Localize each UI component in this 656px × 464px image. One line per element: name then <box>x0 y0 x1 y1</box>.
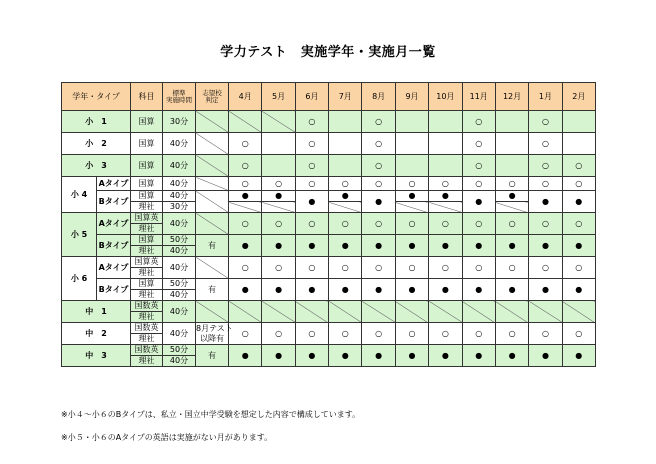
subject-cell: 理社 <box>131 334 163 345</box>
type-label: Aタイプ <box>97 257 131 279</box>
month-cell <box>395 301 428 323</box>
open-circle-mark: ○ <box>462 111 495 133</box>
header-month: 1月 <box>529 83 562 111</box>
open-circle-mark: ○ <box>562 213 595 235</box>
type-label: Bタイプ <box>97 235 131 257</box>
type-label: Aタイプ <box>97 213 131 235</box>
time-cell: 40分 <box>163 290 196 301</box>
filled-circle-mark: ● <box>362 191 395 213</box>
filled-circle-mark: ● <box>562 191 595 213</box>
header-month: 7月 <box>329 83 362 111</box>
month-cell <box>529 301 562 323</box>
table-row <box>62 133 596 155</box>
open-circle-mark: ○ <box>362 177 395 191</box>
open-circle-mark: ○ <box>462 177 495 191</box>
subject-cell: 国数英 <box>131 345 163 356</box>
filled-circle-mark: ● <box>362 345 395 367</box>
open-circle-mark: ○ <box>229 177 262 191</box>
filled-circle-mark: ● <box>295 345 328 367</box>
subject-cell: 国算 <box>131 111 163 133</box>
filled-circle-mark: ● <box>295 279 328 301</box>
header-month: 8月 <box>362 83 395 111</box>
time-cell: 40分 <box>163 257 196 279</box>
header-month: 6月 <box>295 83 328 111</box>
filled-circle-mark: ● <box>495 235 528 257</box>
header-month: 12月 <box>495 83 528 111</box>
open-circle-mark: ○ <box>429 213 462 235</box>
open-circle-mark: ○ <box>262 257 295 279</box>
open-circle-mark: ○ <box>495 257 528 279</box>
table-row <box>62 279 596 290</box>
open-circle-mark: ○ <box>462 155 495 177</box>
open-circle-mark: ○ <box>462 133 495 155</box>
filled-circle-mark: ● <box>462 235 495 257</box>
month-cell <box>329 202 362 213</box>
open-circle-mark: ○ <box>329 257 362 279</box>
time-cell: 40分 <box>163 133 196 155</box>
open-circle-mark: ○ <box>395 257 428 279</box>
grade-label: 小 2 <box>62 133 131 155</box>
month-cell <box>229 111 262 133</box>
subject-cell: 理社 <box>131 246 163 257</box>
filled-circle-mark: ● <box>262 191 295 202</box>
filled-circle-mark: ● <box>229 235 262 257</box>
table-row <box>62 177 596 191</box>
open-circle-mark: ○ <box>362 133 395 155</box>
open-circle-mark: ○ <box>395 213 428 235</box>
judge-cell: 有 <box>196 235 229 257</box>
table-row <box>62 257 596 268</box>
open-circle-mark: ○ <box>562 257 595 279</box>
header-month: 9月 <box>395 83 428 111</box>
filled-circle-mark: ● <box>262 345 295 367</box>
table-row <box>62 345 596 356</box>
filled-circle-mark: ● <box>329 345 362 367</box>
filled-circle-mark: ● <box>395 191 428 202</box>
header-month: 10月 <box>429 83 462 111</box>
filled-circle-mark: ● <box>495 279 528 301</box>
type-label: Aタイプ <box>97 177 131 191</box>
filled-circle-mark: ● <box>429 235 462 257</box>
header-grade-type: 学年・タイプ <box>62 83 131 111</box>
filled-circle-mark: ● <box>495 191 528 202</box>
time-cell: 40分 <box>163 301 196 323</box>
month-cell <box>262 111 295 133</box>
grade-label: 中 3 <box>62 345 131 367</box>
open-circle-mark: ○ <box>529 257 562 279</box>
open-circle-mark: ○ <box>262 213 295 235</box>
open-circle-mark: ○ <box>362 111 395 133</box>
filled-circle-mark: ● <box>329 235 362 257</box>
open-circle-mark: ○ <box>295 213 328 235</box>
header-month: 11月 <box>462 83 495 111</box>
table-row <box>62 111 596 133</box>
open-circle-mark: ○ <box>229 155 262 177</box>
month-cell <box>495 111 528 133</box>
subject-cell: 国数英 <box>131 323 163 334</box>
filled-circle-mark: ● <box>329 191 362 202</box>
month-cell <box>395 155 428 177</box>
filled-circle-mark: ● <box>395 345 428 367</box>
open-circle-mark: ○ <box>229 213 262 235</box>
filled-circle-mark: ● <box>262 235 295 257</box>
open-circle-mark: ○ <box>562 323 595 345</box>
filled-circle-mark: ● <box>329 279 362 301</box>
month-cell <box>229 202 262 213</box>
time-cell: 40分 <box>163 323 196 345</box>
month-cell <box>429 155 462 177</box>
time-cell: 40分 <box>163 177 196 191</box>
month-cell <box>429 202 462 213</box>
open-circle-mark: ○ <box>295 257 328 279</box>
footnote: ※小４～小６のBタイプは、私立・国立中学受験を想定した内容で構成しています。 <box>61 410 361 419</box>
open-circle-mark: ○ <box>329 213 362 235</box>
filled-circle-mark: ● <box>429 345 462 367</box>
month-cell <box>395 111 428 133</box>
judge-cell <box>196 133 229 155</box>
filled-circle-mark: ● <box>362 279 395 301</box>
time-cell: 50分 <box>163 279 196 290</box>
open-circle-mark: ○ <box>462 323 495 345</box>
schedule-table <box>61 82 596 367</box>
subject-cell: 国算 <box>131 177 163 191</box>
filled-circle-mark: ● <box>229 345 262 367</box>
month-cell <box>329 133 362 155</box>
subject-cell: 理社 <box>131 356 163 367</box>
month-cell <box>229 301 262 323</box>
month-cell <box>262 133 295 155</box>
month-cell <box>262 155 295 177</box>
filled-circle-mark: ● <box>529 235 562 257</box>
page-title: 学力テスト 実施学年・実施月一覧 <box>220 45 436 60</box>
filled-circle-mark: ● <box>462 279 495 301</box>
month-cell <box>362 301 395 323</box>
subject-cell: 理社 <box>131 290 163 301</box>
header-month: 2月 <box>562 83 595 111</box>
footnote: ※小５・小６のAタイプの英語は実施がない月があります。 <box>61 433 273 442</box>
subject-cell: 国算 <box>131 191 163 202</box>
type-label: Bタイプ <box>97 279 131 301</box>
open-circle-mark: ○ <box>529 213 562 235</box>
open-circle-mark: ○ <box>295 111 328 133</box>
open-circle-mark: ○ <box>329 323 362 345</box>
header-row <box>62 83 596 111</box>
open-circle-mark: ○ <box>362 323 395 345</box>
grade-label: 中 2 <box>62 323 131 345</box>
filled-circle-mark: ● <box>529 279 562 301</box>
subject-cell: 理社 <box>131 268 163 279</box>
open-circle-mark: ○ <box>362 213 395 235</box>
table-row <box>62 213 596 224</box>
judge-cell <box>196 111 229 133</box>
month-cell <box>329 155 362 177</box>
month-cell <box>562 133 595 155</box>
filled-circle-mark: ● <box>295 235 328 257</box>
filled-circle-mark: ● <box>429 191 462 202</box>
open-circle-mark: ○ <box>562 177 595 191</box>
open-circle-mark: ○ <box>529 133 562 155</box>
filled-circle-mark: ● <box>462 345 495 367</box>
judge-cell <box>196 213 229 235</box>
table-row <box>62 202 596 213</box>
filled-circle-mark: ● <box>229 191 262 202</box>
subject-cell: 国算英 <box>131 213 163 224</box>
subject-cell: 理社 <box>131 312 163 323</box>
month-cell <box>395 202 428 213</box>
open-circle-mark: ○ <box>562 155 595 177</box>
open-circle-mark: ○ <box>462 257 495 279</box>
filled-circle-mark: ● <box>429 279 462 301</box>
month-cell <box>495 133 528 155</box>
table-row <box>62 191 596 202</box>
header-month: 5月 <box>262 83 295 111</box>
filled-circle-mark: ● <box>529 191 562 213</box>
table-row <box>62 301 596 312</box>
time-cell: 30分 <box>163 202 196 213</box>
open-circle-mark: ○ <box>462 213 495 235</box>
month-cell <box>562 301 595 323</box>
month-cell <box>329 301 362 323</box>
month-cell <box>462 301 495 323</box>
open-circle-mark: ○ <box>529 177 562 191</box>
subject-cell: 理社 <box>131 224 163 235</box>
grade-label: 中 1 <box>62 301 131 323</box>
filled-circle-mark: ● <box>362 235 395 257</box>
open-circle-mark: ○ <box>495 177 528 191</box>
subject-cell: 国算 <box>131 279 163 290</box>
month-cell <box>429 301 462 323</box>
time-cell: 40分 <box>163 191 196 202</box>
open-circle-mark: ○ <box>529 323 562 345</box>
open-circle-mark: ○ <box>329 177 362 191</box>
header-standard-time: 標準 実施時間 <box>163 83 196 111</box>
subject-cell: 国算 <box>131 235 163 246</box>
judge-cell <box>196 301 229 323</box>
open-circle-mark: ○ <box>429 323 462 345</box>
open-circle-mark: ○ <box>495 213 528 235</box>
open-circle-mark: ○ <box>395 177 428 191</box>
header-subject: 科目 <box>131 83 163 111</box>
open-circle-mark: ○ <box>295 155 328 177</box>
subject-cell: 国算 <box>131 133 163 155</box>
month-cell <box>495 301 528 323</box>
open-circle-mark: ○ <box>295 177 328 191</box>
judge-cell: 有 <box>196 345 229 367</box>
time-cell: 40分 <box>163 213 196 235</box>
month-cell <box>329 111 362 133</box>
time-cell: 40分 <box>163 246 196 257</box>
filled-circle-mark: ● <box>229 279 262 301</box>
filled-circle-mark: ● <box>562 345 595 367</box>
filled-circle-mark: ● <box>562 279 595 301</box>
grade-label: 小 4 <box>62 177 97 213</box>
open-circle-mark: ○ <box>362 257 395 279</box>
open-circle-mark: ○ <box>295 133 328 155</box>
filled-circle-mark: ● <box>529 345 562 367</box>
judge-cell <box>196 155 229 177</box>
type-label: Bタイプ <box>97 191 131 213</box>
grade-label: 小 3 <box>62 155 131 177</box>
filled-circle-mark: ● <box>462 191 495 213</box>
open-circle-mark: ○ <box>295 323 328 345</box>
month-cell <box>495 155 528 177</box>
open-circle-mark: ○ <box>362 155 395 177</box>
judge-cell: 有 <box>196 279 229 301</box>
grade-label: 小 5 <box>62 213 97 257</box>
time-cell: 40分 <box>163 155 196 177</box>
judge-cell <box>196 191 229 213</box>
open-circle-mark: ○ <box>229 257 262 279</box>
open-circle-mark: ○ <box>229 133 262 155</box>
month-cell <box>429 111 462 133</box>
filled-circle-mark: ● <box>262 279 295 301</box>
table-row <box>62 235 596 246</box>
judge-cell <box>196 257 229 279</box>
judge-cell <box>196 177 229 191</box>
time-cell: 40分 <box>163 356 196 367</box>
open-circle-mark: ○ <box>229 323 262 345</box>
open-circle-mark: ○ <box>529 111 562 133</box>
month-cell <box>495 202 528 213</box>
filled-circle-mark: ● <box>395 279 428 301</box>
month-cell <box>262 202 295 213</box>
header-month: 4月 <box>229 83 262 111</box>
subject-cell: 国算 <box>131 155 163 177</box>
month-cell <box>262 301 295 323</box>
open-circle-mark: ○ <box>262 323 295 345</box>
filled-circle-mark: ● <box>395 235 428 257</box>
time-cell: 50分 <box>163 235 196 246</box>
open-circle-mark: ○ <box>429 257 462 279</box>
open-circle-mark: ○ <box>429 177 462 191</box>
grade-label: 小 1 <box>62 111 131 133</box>
month-cell <box>429 133 462 155</box>
table-row <box>62 155 596 177</box>
month-cell <box>395 133 428 155</box>
subject-cell: 国数英 <box>131 301 163 312</box>
month-cell <box>295 301 328 323</box>
header-school-judge: 志望校 判定 <box>196 83 229 111</box>
open-circle-mark: ○ <box>262 177 295 191</box>
open-circle-mark: ○ <box>395 323 428 345</box>
subject-cell: 国算英 <box>131 257 163 268</box>
subject-cell: 理社 <box>131 202 163 213</box>
filled-circle-mark: ● <box>295 191 328 213</box>
time-cell: 30分 <box>163 111 196 133</box>
judge-cell: 8月テスト 以降有 <box>196 323 233 343</box>
filled-circle-mark: ● <box>495 345 528 367</box>
filled-circle-mark: ● <box>562 235 595 257</box>
open-circle-mark: ○ <box>529 155 562 177</box>
month-cell <box>562 111 595 133</box>
open-circle-mark: ○ <box>495 323 528 345</box>
table-row <box>62 323 596 334</box>
time-cell: 50分 <box>163 345 196 356</box>
grade-label: 小 6 <box>62 257 97 301</box>
